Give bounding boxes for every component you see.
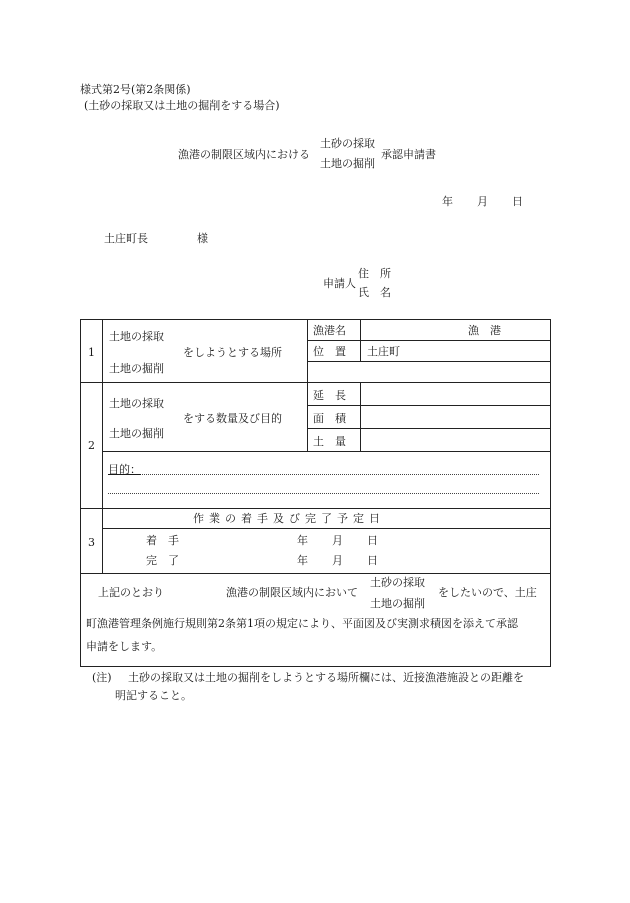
- port-suffix: 漁 港: [468, 324, 501, 337]
- section1-option-2: 土地の掘削: [109, 362, 164, 375]
- form-subtitle: (土砂の採取又は土地の掘削をする場合): [84, 99, 280, 112]
- start-year: 年: [297, 534, 308, 547]
- section1-phrase: をしようとする場所: [183, 346, 282, 359]
- title-prefix: 漁港の制限区域内における: [178, 148, 310, 161]
- purpose-label: 目的：: [108, 463, 141, 476]
- start-label: 着 手: [146, 534, 179, 547]
- section1-option-1: 土地の採取: [109, 330, 164, 343]
- addressee-name: 土庄町長: [104, 232, 148, 245]
- section2-option-1: 土地の採取: [109, 397, 164, 410]
- end-month: 月: [332, 554, 343, 567]
- statement-part2: 漁港の制限区域内において: [226, 586, 358, 599]
- note-text2: 明記すること。: [115, 689, 192, 702]
- port-name-label: 漁港名: [313, 324, 346, 337]
- section2-option-2: 土地の掘削: [109, 427, 164, 440]
- statement-option-2: 土地の掘削: [370, 597, 425, 610]
- form-number: 様式第2号(第2条関係): [80, 83, 191, 96]
- date-month: 月: [477, 195, 488, 208]
- note-text1: 土砂の採取又は土地の掘削をしようとする場所欄には、近接漁港施設との距離を: [128, 671, 524, 684]
- end-year: 年: [297, 554, 308, 567]
- applicant-address-label: 住 所: [358, 267, 391, 280]
- note-label: (注): [92, 671, 112, 684]
- location-value: 土庄町: [367, 345, 400, 358]
- statement-part1: 上記のとおり: [98, 586, 164, 599]
- title-option-2: 土地の掘削: [320, 157, 375, 170]
- end-label: 完 了: [146, 554, 179, 567]
- start-day: 日: [367, 534, 378, 547]
- area-label: 面 積: [313, 412, 346, 425]
- section2-number: 2: [88, 439, 95, 452]
- statement-option-1: 土砂の採取: [370, 576, 425, 589]
- start-month: 月: [332, 534, 343, 547]
- section3-heading: 作業の着手及び完了予定日: [193, 512, 385, 525]
- date-day: 日: [512, 195, 523, 208]
- statement-part3: をしたいので、土庄: [438, 586, 537, 599]
- title-suffix: 承認申請書: [381, 148, 436, 161]
- statement-line3: 申請をします。: [86, 640, 163, 653]
- length-label: 延 長: [313, 389, 346, 402]
- title-option-1: 土砂の採取: [320, 137, 375, 150]
- section2-phrase: をする数量及び目的: [183, 412, 282, 425]
- location-label: 位 置: [313, 345, 346, 358]
- date-year: 年: [442, 195, 453, 208]
- statement-line2: 町漁港管理条例施行規則第2条第1項の規定により、平面図及び実測求積図を添えて承認: [86, 617, 518, 630]
- end-day: 日: [367, 554, 378, 567]
- section1-number: 1: [88, 346, 95, 359]
- applicant-name-label: 氏 名: [358, 286, 391, 299]
- applicant-label: 申請人: [323, 277, 356, 290]
- addressee-honorific: 様: [197, 232, 208, 245]
- volume-label: 土 量: [313, 435, 346, 448]
- section3-number: 3: [88, 536, 95, 549]
